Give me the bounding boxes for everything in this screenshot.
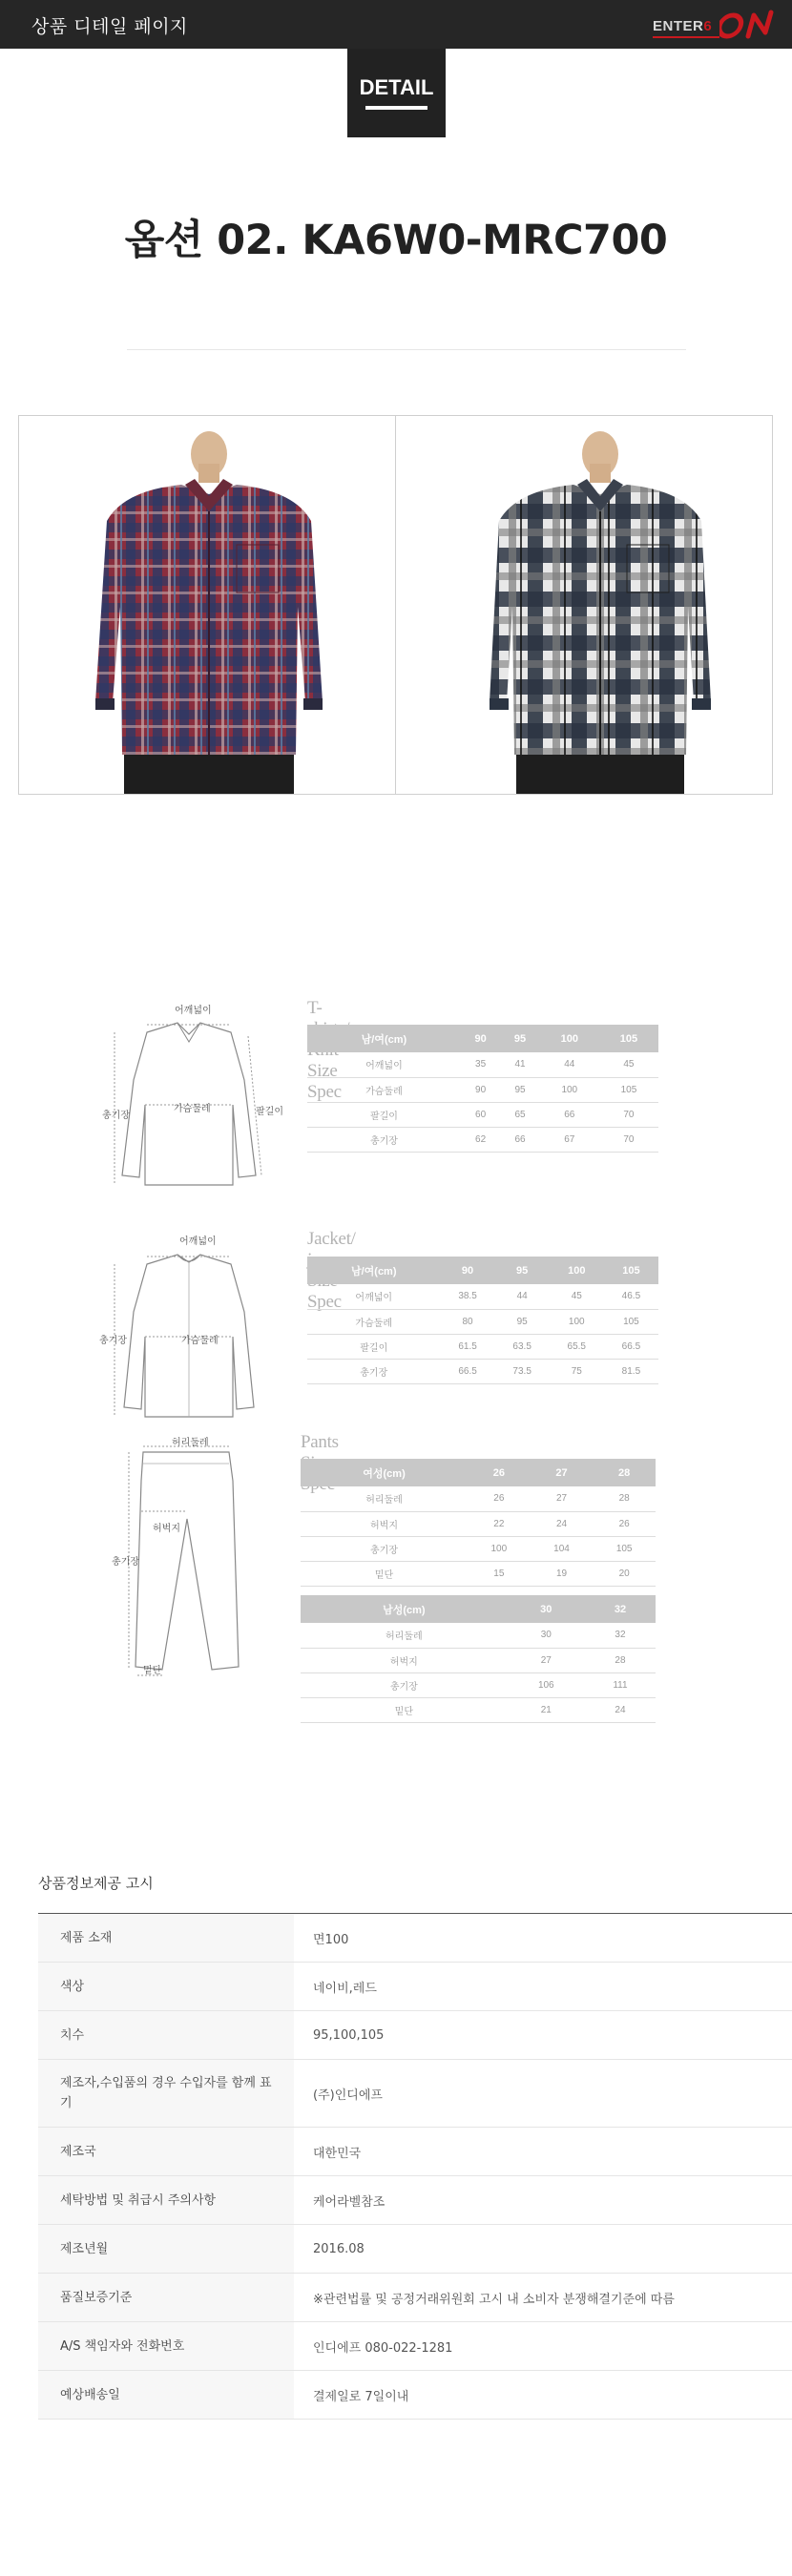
table-row: [38, 2060, 792, 2128]
table-row: 허벅지 22 24 26: [301, 1511, 656, 1536]
table-row: 가슴둘레 90 95 100 105: [307, 1077, 658, 1102]
info-value: 대한민국: [294, 2128, 792, 2176]
diagram-label-thigh: 허벅지: [153, 1524, 180, 1534]
detail-tag-label: DETAIL: [359, 75, 434, 99]
product-info-table: [38, 1913, 792, 2420]
diagram-label-length: 총기장: [99, 1336, 127, 1346]
table-row: [38, 2128, 792, 2176]
table-row: 어깨넓이 38.5 44 45 46.5: [307, 1284, 658, 1309]
table-row: [38, 2322, 792, 2371]
table-row: [38, 2274, 792, 2322]
detail-tag: [347, 49, 446, 137]
info-value: 케어라벨참조: [294, 2176, 792, 2225]
col-header: 남/여(cm): [307, 1025, 461, 1052]
info-value: ※관련법률 및 공정거래위원회 고시 내 소비자 분쟁해결기준에 따름: [294, 2274, 792, 2322]
product-headline: 옵션 02. KA6W0-MRC700: [124, 217, 668, 264]
table-row: [38, 2176, 792, 2225]
on-logo-mark-icon: [719, 9, 775, 41]
table-row: [38, 2011, 792, 2060]
table-row: 총기장 106 111: [301, 1672, 656, 1697]
info-value: 면100: [294, 1914, 792, 1963]
info-key: 제조년월: [38, 2225, 294, 2274]
table-row: 총기장 62 66 67 70: [307, 1127, 658, 1152]
col-header: 남성(cm): [301, 1595, 508, 1623]
col-header: 26: [468, 1459, 531, 1486]
col-header: 30: [508, 1595, 585, 1623]
diagram-label-chest: 가슴둘레: [181, 1336, 219, 1346]
col-header: 32: [585, 1595, 656, 1623]
info-key: 제조자,수입품의 경우 수입자를 함께 표기: [38, 2060, 294, 2128]
jacket-size-table: [307, 1257, 658, 1384]
table-row: 밑단 15 19 20: [301, 1561, 656, 1586]
red-check-shirt-photo: [19, 416, 395, 794]
divider: [127, 349, 686, 350]
info-value: 네이비,레드: [294, 1963, 792, 2011]
tshirt-spec-title: T- Size Spec: [307, 998, 342, 1102]
table-row: 밑단 21 24: [301, 1697, 656, 1722]
product-info-title: 상품정보제공 고시: [38, 1875, 154, 1892]
pants-spec-title: Pants: [301, 1432, 339, 1452]
page-title: 상품 디테일 페이지: [31, 16, 188, 37]
product-photos: [18, 415, 773, 795]
diagram-label-length: 총기장: [112, 1557, 139, 1568]
table-row: [38, 1914, 792, 1963]
col-header: 여성(cm): [301, 1459, 468, 1486]
diagram-label-chest: 가슴둘레: [174, 1104, 211, 1114]
col-header: 90: [441, 1257, 495, 1284]
table-row: 총기장 66.5 73.5 75 81.5: [307, 1359, 658, 1383]
diagram-label-shoulder: 어깨넓이: [179, 1236, 217, 1247]
table-row: 어깨넓이 35 41 44 45: [307, 1052, 658, 1077]
info-key: 품질보증기준: [38, 2274, 294, 2322]
navy-check-shirt-photo: [396, 416, 772, 794]
col-header: 105: [604, 1257, 658, 1284]
top-header-bar: [0, 0, 792, 49]
table-row: 허리둘레 26 27 28: [301, 1486, 656, 1511]
tshirt-size-table: [307, 1025, 658, 1153]
info-value: 인디에프 080-022-1281: [294, 2322, 792, 2371]
info-key: 제품 소재: [38, 1914, 294, 1963]
table-row: 총기장 100 104 105: [301, 1536, 656, 1561]
diagram-label-waist: 허리둘레: [172, 1438, 209, 1448]
table-row: 팔길이 61.5 63.5 65.5 66.5: [307, 1334, 658, 1359]
col-header: 남/여(cm): [307, 1257, 441, 1284]
table-row: 가슴둘레 80 95 100 105: [307, 1309, 658, 1334]
info-key: 색상: [38, 1963, 294, 2011]
col-header: 100: [540, 1025, 599, 1052]
col-header: 95: [500, 1025, 539, 1052]
enter6on-logo[interactable]: [653, 9, 775, 41]
pants-diagram: [124, 1443, 248, 1681]
col-header: 27: [531, 1459, 594, 1486]
info-value: (주)인디에프: [294, 2060, 792, 2128]
table-row: 허벅지 27 28: [301, 1648, 656, 1672]
pants-women-size-table: [301, 1459, 656, 1587]
col-header: 100: [550, 1257, 604, 1284]
info-key: 예상배송일: [38, 2371, 294, 2420]
info-key: 제조국: [38, 2128, 294, 2176]
col-header: 28: [593, 1459, 656, 1486]
table-row: 팔길이 60 65 66 70: [307, 1102, 658, 1127]
table-row: 허리둘레 30 32: [301, 1623, 656, 1648]
info-value: 95,100,105: [294, 2011, 792, 2060]
col-header: 105: [599, 1025, 658, 1052]
logo-text: ENTER: [653, 18, 704, 34]
col-header: 90: [461, 1025, 500, 1052]
logo-number: 6: [703, 18, 713, 34]
table-row: [38, 2225, 792, 2274]
table-row: [38, 2371, 792, 2420]
jacket-spec-title: Jacket/ Spec: [307, 1229, 356, 1312]
diagram-label-sleeve: 팔길이: [256, 1107, 283, 1117]
diagram-label-hem: 밑단: [143, 1666, 162, 1676]
diagram-label-length: 총기장: [102, 1111, 130, 1121]
info-key: 세탁방법 및 취급시 주의사항: [38, 2176, 294, 2225]
info-key: 치수: [38, 2011, 294, 2060]
pants-men-size-table: [301, 1595, 656, 1723]
diagram-label-shoulder: 어깨넓이: [175, 1006, 212, 1016]
info-key: A/S 책임자와 전화번호: [38, 2322, 294, 2371]
info-value: 결제일로 7일이내: [294, 2371, 792, 2420]
info-value: 2016.08: [294, 2225, 792, 2274]
table-row: [38, 1963, 792, 2011]
col-header: 95: [495, 1257, 550, 1284]
